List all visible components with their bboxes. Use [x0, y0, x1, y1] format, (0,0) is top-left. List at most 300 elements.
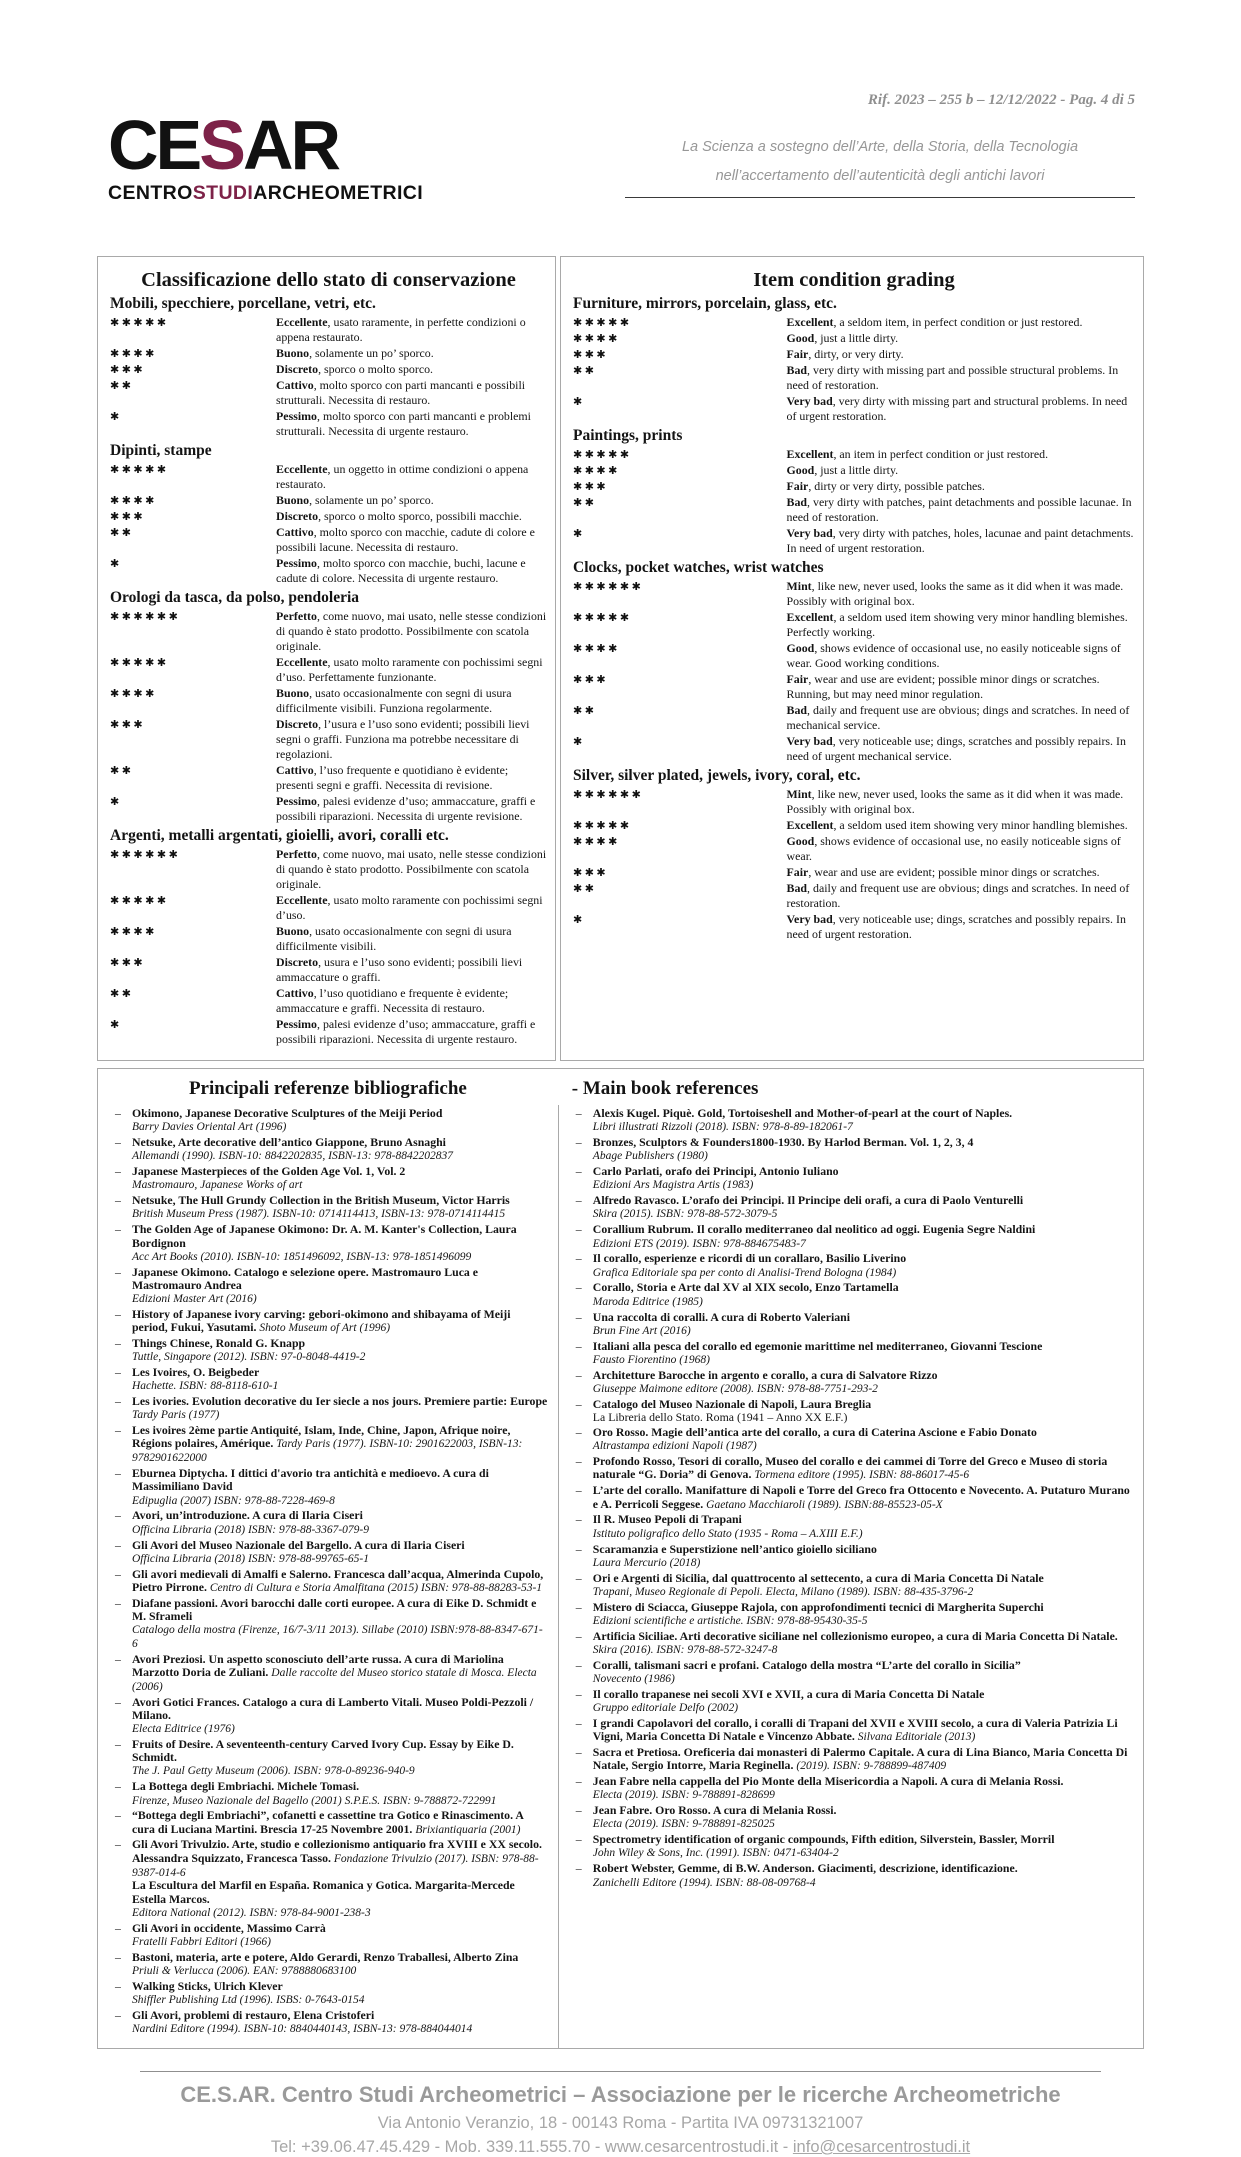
- grading-row: [573, 479, 1135, 494]
- grading-term: Cattivo: [276, 378, 314, 392]
- grading-description: [276, 509, 547, 524]
- bib-item-dash: –: [575, 1512, 582, 1527]
- grading-term: Good: [786, 331, 815, 345]
- star-rating: ✱: [573, 527, 585, 540]
- logo-sub-accent: STUDI: [192, 182, 254, 204]
- bib-item: [567, 1804, 1135, 1831]
- grading-row: [110, 893, 547, 923]
- bib-item: [106, 1951, 550, 1978]
- grading-row: [110, 763, 547, 793]
- grading-term: Cattivo: [276, 525, 314, 539]
- grading-description: [787, 734, 1135, 764]
- star-rating: ✱: [110, 1018, 122, 1031]
- grading-row: [110, 378, 547, 408]
- bib-item-segment: Edizioni scientifiche e artistiche. ISBN: 978-88-95430-35-5: [592, 1614, 868, 1627]
- bib-item-text: [132, 1809, 550, 1836]
- bib-item-segment: Catalogo del Museo Nazionale di Napoli, Laura Breglia: [592, 1396, 872, 1411]
- bib-item: [106, 1223, 550, 1263]
- bib-item-segment: Laura Mercurio (2018): [592, 1556, 701, 1569]
- bib-item-text: [132, 1509, 550, 1536]
- bib-item: [106, 1809, 550, 1836]
- bib-item-segment: Gli avori medievali di Amalfi e Salerno. Francesca dall’acqua, Almerinda Cupolo, Pietro Pirrone.: [132, 1566, 544, 1594]
- grading-description: [787, 881, 1135, 911]
- bib-item-dash: –: [575, 1861, 582, 1876]
- bib-item-dash: –: [115, 1306, 121, 1321]
- bib-item-segment: History of Japanese ivory carving: gebori-okimono and shibayama of Meiji period, Fukui, Yasutami.: [132, 1306, 511, 1335]
- email-link[interactable]: info@cesarcentrostudi.it: [792, 2138, 971, 2157]
- star-rating: ✱✱: [573, 496, 597, 509]
- bib-item: [567, 1513, 1135, 1540]
- bib-item: [567, 1630, 1135, 1657]
- grading-description: [787, 641, 1135, 671]
- tagline-2: nell’accertamento dell’autenticità degli antichi lavori: [715, 168, 1045, 184]
- bib-item-text: [132, 1951, 550, 1978]
- star-rating: ✱✱✱✱✱: [573, 611, 632, 624]
- bib-item-segment: Fondazione Trivulzio (2017). ISBN: 978-88-9387-014-6: [132, 1852, 539, 1879]
- bib-item: [567, 1862, 1135, 1889]
- bib-item: [106, 1922, 550, 1949]
- bib-item-dash: –: [115, 1423, 121, 1438]
- bib-item-text: [593, 1833, 1135, 1860]
- bib-item-text: [132, 1980, 550, 2007]
- bib-item-segment: Les ivories. Evolution decorative du Ier siecle a nos jours. Premiere partie: Europe: [132, 1394, 548, 1409]
- grading-text: , molto sporco con macchie, buchi, lacune e cadute di colore. Necessita di urgente restauro.: [276, 556, 526, 585]
- star-rating: ✱✱✱✱: [573, 835, 620, 848]
- header-divider: [625, 197, 1135, 198]
- star-rating: ✱✱✱: [573, 866, 609, 879]
- bib-item-segment: L’arte del corallo. Manifatture di Napoli e Torre del Greco fra Ottocento e Novecento. A. Putaturo Murano e A. Perricoli Seggese.: [592, 1483, 1130, 1511]
- bib-item-segment: Novecento (1986): [592, 1673, 675, 1686]
- grading-row: [110, 315, 547, 345]
- star-rating: ✱✱✱✱: [110, 687, 157, 700]
- bib-item-segment: “Bottega degli Embriachi”, cofanetti e cassettine tra Gotico e Rinascimento. A cura di Luciana Martini. Brescia 17-25 Novembre 2001.: [132, 1808, 524, 1836]
- bib-item-segment: Istituto poligrafico dello Stato (1935 - Roma – A.XIII E.F.): [592, 1527, 863, 1540]
- bib-item-segment: Edipuglia (2007) ISBN: 978-88-7228-469-8: [132, 1494, 335, 1507]
- bib-item-segment: Barry Davies Oriental Art (1996): [132, 1121, 287, 1134]
- bib-item-dash: –: [575, 1396, 582, 1411]
- bib-item-segment: Coralli, talismani sacri e profani. Catalogo della mostra “L’arte del corallo in Sicilia”: [592, 1657, 1021, 1672]
- bib-item-text: [132, 1136, 550, 1163]
- bib-item-segment: Scaramanzia e Superstizione nell’antico gioiello siciliano: [592, 1541, 877, 1556]
- grading-description: [276, 847, 547, 892]
- grading-row: [110, 686, 547, 716]
- bib-item: [567, 1717, 1135, 1744]
- star-rating: ✱✱✱: [573, 480, 609, 493]
- grading-text: , dirty, or very dirty.: [808, 347, 904, 361]
- grading-description: [276, 362, 547, 377]
- bib-item-dash: –: [575, 1774, 582, 1789]
- bib-item: [567, 1369, 1135, 1396]
- grading-text: , usato occasionalmente con segni di usura difficilmente visibili. Funziona regolarmente.: [276, 686, 512, 715]
- grading-description: [787, 447, 1135, 462]
- logo-sub-part: ARCHEOMETRICI: [253, 182, 424, 204]
- grading-description: [787, 834, 1135, 864]
- bib-item-segment: Bronzes, Sculptors & Founders1800-1930. By Harlod Berman. Vol. 1, 2, 3, 4: [592, 1135, 974, 1150]
- grading-text: , very dirty with missing part and possible structural problems. In need of restoration.: [786, 363, 1119, 392]
- bib-item-text: [593, 1369, 1135, 1396]
- grading-row: [573, 610, 1135, 640]
- bib-item-dash: –: [575, 1803, 582, 1818]
- grading-sections-english: [573, 295, 1135, 942]
- bib-item: [567, 1601, 1135, 1628]
- bib-item: [106, 1308, 550, 1335]
- grading-section-heading: Dipinti, stampe: [110, 442, 212, 459]
- bib-item-dash: –: [115, 1466, 121, 1481]
- star-rating: ✱✱: [573, 704, 597, 717]
- grading-row: [110, 655, 547, 685]
- bib-item-segment: Maroda Editrice (1985): [592, 1295, 703, 1308]
- bib-item-text: [132, 1780, 550, 1807]
- bib-item-segment: Edizioni Master Art (2016): [132, 1293, 257, 1305]
- grading-text: , molto sporco con parti mancanti e problemi strutturali. Necessita di urgente restauro.: [276, 409, 531, 438]
- star-rating: ✱: [573, 913, 585, 926]
- bib-item-segment: Fratelli Fabbri Editori (1966): [132, 1935, 271, 1948]
- bib-item-text: [132, 1597, 550, 1651]
- grading-text: , come nuovo, mai usato, nelle stesse condizioni di quando è stato prodotto. Possibilmente con scatola originale.: [276, 847, 547, 891]
- grading-term: Very bad: [786, 912, 833, 926]
- bib-item-segment: Gli Avori del Museo Nazionale del Bargello. A cura di Ilaria Ciseri: [132, 1537, 465, 1552]
- bib-item-dash: –: [575, 1570, 582, 1585]
- bib-item: [567, 1311, 1135, 1338]
- grading-text: , molto sporco con parti mancanti e possibili strutturali. Necessita di restauro.: [276, 378, 526, 407]
- star-rating: ✱✱✱✱: [573, 332, 620, 345]
- bib-item-dash: –: [575, 1222, 582, 1237]
- bib-item-dash: –: [575, 1628, 582, 1643]
- bib-item-text: [593, 1223, 1135, 1250]
- grading-row: [573, 641, 1135, 671]
- bibliography-column-right: [558, 1105, 1143, 2048]
- bibliography-columns: [98, 1105, 1143, 2048]
- grading-row: [110, 1017, 547, 1047]
- grading-box-italian: [97, 256, 556, 1061]
- grading-term: Pessimo: [276, 556, 317, 570]
- grading-row: [110, 847, 547, 892]
- bib-item: [106, 1366, 550, 1393]
- bib-item: [567, 1136, 1135, 1163]
- grading-row: [110, 525, 547, 555]
- bib-item-segment: Bastoni, materia, arte e potere, Aldo Gerardi, Renzo Traballesi, Alberto Zina: [132, 1949, 519, 1964]
- bib-item: [106, 1107, 550, 1134]
- grading-text: , solamente un po’ sporco.: [309, 493, 434, 507]
- grading-row: [110, 346, 547, 361]
- grading-text: , shows evidence of occasional use, no easily noticeable signs of wear.: [786, 834, 1121, 863]
- bib-item-segment: Tardy Paris (1977). ISBN-10: 2901622003, ISBN-13: 9782901622000: [132, 1438, 523, 1465]
- grading-term: Buono: [276, 686, 310, 700]
- grading-box-english: [560, 256, 1144, 1061]
- bib-item-dash: –: [575, 1657, 582, 1672]
- grading-title-italian: Classificazione dello stato di conservazione: [141, 269, 516, 291]
- bib-item-text: [132, 2009, 550, 2036]
- bib-item: [106, 1539, 550, 1566]
- bib-item-text: [593, 1862, 1135, 1889]
- bib-item-segment: Silvana Editoriale (2013): [857, 1731, 976, 1744]
- bib-item-dash: –: [115, 1808, 121, 1823]
- star-rating: ✱✱✱✱✱: [573, 316, 632, 329]
- star-rating: ✱✱✱✱✱✱: [110, 848, 181, 861]
- bib-item-segment: The J. Paul Getty Museum (2006). ISBN: 978-0-89236-940-9: [132, 1765, 415, 1778]
- grading-term: Excellent: [786, 818, 834, 832]
- grading-description: [276, 315, 547, 345]
- star-rating: ✱✱✱: [110, 956, 146, 969]
- grading-row: [110, 462, 547, 492]
- bib-item-segment: Fausto Fiorentino (1968): [592, 1353, 710, 1366]
- star-rating: ✱: [110, 557, 122, 570]
- grading-term: Discreto: [276, 717, 319, 731]
- grading-description: [787, 495, 1135, 525]
- grading-description: [787, 579, 1135, 609]
- grading-description: [276, 955, 547, 985]
- grading-description: [276, 493, 547, 508]
- bib-item-segment: Gli Avori in occidente, Massimo Carrà: [132, 1920, 326, 1935]
- bib-item-segment: Il R. Museo Pepoli di Trapani: [592, 1512, 742, 1527]
- grading-text: , wear and use are evident; possible minor dings or scratches. Running, but may need minor regulation.: [786, 672, 1100, 701]
- bib-item-segment: Jean Fabre. Oro Rosso. A cura di Melania Rossi.: [592, 1803, 837, 1818]
- grading-row: [110, 493, 547, 508]
- reference-line: Rif. 2023 – 255 b – 12/12/2022 - Pag. 4 di 5: [867, 92, 1135, 108]
- grading-text: , like new, never used, looks the same as it did when it was made. Possibly with original box.: [786, 787, 1124, 816]
- bib-item-segment: Avori Preziosi. Un aspetto sconosciuto dell’arte russa. A cura di Mariolina Marzotto Doria de Zuliani.: [132, 1651, 504, 1680]
- star-rating: ✱✱✱✱✱: [110, 316, 169, 329]
- bib-item-text: [132, 1696, 550, 1736]
- grading-description: [276, 1017, 547, 1047]
- bib-item-text: [593, 1426, 1135, 1453]
- logo-subtitle: [108, 182, 423, 205]
- bib-item-segment: Brun Fine Art (2016): [592, 1324, 691, 1337]
- star-rating: ✱✱✱✱✱: [110, 656, 169, 669]
- bib-item: [106, 1467, 550, 1507]
- logo-word-accent: S: [199, 106, 243, 184]
- footer-org-name: CE.S.AR. Centro Studi Archeometrici – Associazione per le ricerche Archeometriche: [180, 2082, 1061, 2108]
- bib-item: [106, 2009, 550, 2036]
- bib-item-segment: Gruppo editoriale Delfo (2002): [592, 1702, 739, 1715]
- grading-description: [276, 462, 547, 492]
- bib-item-text: [132, 1738, 550, 1778]
- star-rating: ✱✱✱✱✱✱: [573, 788, 644, 801]
- grading-term: Discreto: [276, 509, 319, 523]
- bib-item-segment: Okimono, Japanese Decorative Sculptures of the Meiji Period: [132, 1106, 443, 1120]
- grading-term: Fair: [786, 347, 809, 361]
- grading-description: [276, 986, 547, 1016]
- bib-item-dash: –: [115, 1595, 121, 1610]
- grading-term: Cattivo: [276, 763, 314, 777]
- bib-item-dash: –: [115, 1106, 121, 1120]
- bib-item: [567, 1165, 1135, 1192]
- logo-word-part: CE: [108, 106, 200, 184]
- bib-item: [106, 1337, 550, 1364]
- bib-item-dash: –: [115, 1264, 121, 1279]
- grading-term: Buono: [276, 346, 310, 360]
- bib-item-dash: –: [575, 1541, 582, 1556]
- bib-item: [106, 1194, 550, 1221]
- bibliography-section: [97, 1068, 1144, 2049]
- grading-text: , sporco o molto sporco, possibili macchie.: [318, 509, 522, 523]
- bib-item-segment: Diafane passioni. Avori barocchi dalle corti europee. A cura di Eike D. Schmidt e M. Sframeli: [132, 1595, 537, 1623]
- bib-item-dash: –: [575, 1454, 582, 1469]
- bibliography-title-english: - Main book references: [571, 1078, 759, 1099]
- grading-term: Good: [786, 463, 815, 477]
- bib-item-text: [593, 1398, 1135, 1424]
- bib-item: [567, 1281, 1135, 1308]
- footer-address: Via Antonio Veranzio, 18 - 00143 Roma - Partita IVA 09731321007: [377, 2114, 864, 2133]
- grading-text: , daily and frequent use are obvious; dings and scratches. In need of mechanical service.: [786, 703, 1130, 732]
- bib-item-text: [132, 1467, 550, 1507]
- page-footer: [0, 2071, 1241, 2157]
- grading-term: Buono: [276, 924, 310, 938]
- grading-section-heading: Argenti, metalli argentati, gioielli, avori, coralli etc.: [110, 827, 449, 844]
- bib-item-text: [593, 1340, 1135, 1367]
- grading-description: [787, 787, 1135, 817]
- bib-item-segment: Electa Editrice (1976): [132, 1723, 235, 1736]
- grading-term: Pessimo: [276, 794, 317, 808]
- star-rating: ✱✱✱✱✱✱: [573, 580, 644, 593]
- grading-description: [787, 865, 1135, 880]
- star-rating: ✱✱✱✱: [110, 494, 157, 507]
- bib-item-text: [593, 1455, 1135, 1482]
- bib-item: [106, 1424, 550, 1465]
- bib-item-segment: La Libreria dello Stato. Roma (1941 – Anno XX E.F.): [592, 1409, 848, 1424]
- grading-term: Very bad: [786, 526, 833, 540]
- grading-description: [787, 703, 1135, 733]
- bib-item-segment: Netsuke, The Hull Grundy Collection in the British Museum, Victor Harris: [132, 1193, 510, 1208]
- bib-item-text: [593, 1252, 1135, 1279]
- bib-item-segment: John Wiley & Sons, Inc. (1991). ISBN: 0471-63404-2: [592, 1847, 839, 1860]
- grading-text: , like new, never used, looks the same as it did when it was made. Possibly with original box.: [786, 579, 1124, 608]
- bib-item-text: [593, 1572, 1135, 1599]
- grading-description: [276, 924, 547, 954]
- bib-item: [106, 1780, 550, 1807]
- logo-word-part: AR: [242, 106, 339, 184]
- bib-item-dash: –: [115, 1394, 121, 1409]
- grading-text: , usato molto raramente con pochissimi segni d’uso.: [276, 893, 543, 922]
- star-rating: ✱✱: [110, 526, 134, 539]
- grading-row: [573, 818, 1135, 833]
- grading-row: [573, 347, 1135, 362]
- bib-item-segment: Mistero di Sciacca, Giuseppe Rajola, con approfondimenti tecnici di Margherita Superchi: [592, 1599, 1044, 1614]
- bib-item-dash: –: [575, 1367, 582, 1382]
- grading-term: Pessimo: [276, 1017, 317, 1031]
- bib-item-segment: Japanese Masterpieces of the Golden Age Vol. 1, Vol. 2: [132, 1164, 406, 1179]
- grading-term: Bad: [786, 703, 808, 717]
- bib-item-segment: La Bottega degli Embriachi. Michele Tomasi.: [132, 1779, 360, 1794]
- bib-item-segment: Skira (2015). ISBN: 978-88-572-3079-5: [592, 1208, 778, 1221]
- bib-item-dash: –: [575, 1280, 582, 1295]
- grading-term: Bad: [786, 495, 808, 509]
- bib-item-text: [132, 1539, 550, 1566]
- grading-text: , l’usura e l’uso sono evidenti; possibili lievi segni o graffi. Funziona ma potrebbe necessitare di regolazioni.: [276, 717, 530, 761]
- grading-text: , molto sporco con macchie, cadute di colore e possibili lacune. Necessita di restauro.: [276, 525, 535, 554]
- bib-item: [567, 1398, 1135, 1424]
- grading-section-heading: Clocks, pocket watches, wrist watches: [573, 559, 824, 576]
- grading-term: Pessimo: [276, 409, 317, 423]
- bib-item-dash: –: [575, 1309, 582, 1324]
- bib-item-dash: –: [115, 1193, 121, 1208]
- footer-contacts: [0, 2138, 1241, 2157]
- bib-item-dash: –: [115, 1694, 121, 1709]
- bib-item-dash: –: [115, 1837, 121, 1852]
- grading-text: , very dirty with patches, holes, lacunae and paint detachments. In need of urgent restoration.: [786, 526, 1134, 555]
- bib-item-dash: –: [115, 2007, 121, 2022]
- star-rating: ✱✱✱✱✱: [573, 448, 632, 461]
- bib-item-segment: Alexis Kugel. Piquè. Gold, Tortoiseshell and Mother-of-pearl at the court of Naples.: [592, 1106, 1013, 1120]
- condition-grading-section: [97, 256, 1144, 1061]
- grading-description: [787, 818, 1135, 833]
- bib-item-text: [132, 1308, 550, 1335]
- bib-item-segment: La Escultura del Marfil en España. Romanica y Gotica. Margarita-Mercede Estella Marcos.: [132, 1878, 515, 1906]
- grading-term: Eccellente: [276, 655, 328, 669]
- bib-item-segment: Libri illustrati Rizzoli (2018). ISBN: 978-8-89-182061-7: [592, 1121, 853, 1134]
- bib-item-dash: –: [115, 1537, 121, 1552]
- bib-item-segment: Editora National (2012). ISBN: 978-84-9001-238-3: [132, 1906, 371, 1919]
- bib-item-text: [593, 1804, 1135, 1831]
- star-rating: ✱✱✱✱: [110, 925, 157, 938]
- bib-item-text: [593, 1484, 1135, 1511]
- grading-description: [276, 717, 547, 762]
- bib-item-text: [593, 1107, 1135, 1134]
- bib-item-segment: Carlo Parlati, orafo dei Principi, Antonio Iuliano: [592, 1164, 839, 1179]
- bib-item-segment: Ori e Argenti di Sicilia, dal quattrocento al settecento, a cura di Maria Concetta Di Natale: [592, 1570, 1044, 1585]
- grading-description: [276, 655, 547, 685]
- bib-item: [567, 1252, 1135, 1279]
- grading-text: , shows evidence of occasional use, no easily noticeable signs of wear. Good working conditions.: [786, 641, 1121, 670]
- bib-item-text: [593, 1194, 1135, 1221]
- grading-description: [276, 686, 547, 716]
- grading-text: , sporco o molto sporco.: [318, 362, 434, 376]
- bib-item-segment: Artificia Siciliae. Arti decorative siciliane nel collezionismo europeo, a cura di Maria Concetta Di Natale.: [592, 1628, 1118, 1643]
- star-rating: ✱✱✱: [110, 363, 146, 376]
- bib-item-dash: –: [575, 1686, 582, 1701]
- bib-item-dash: –: [115, 1508, 121, 1523]
- grading-row: [573, 672, 1135, 702]
- grading-row: [110, 509, 547, 524]
- cesar-logo: [108, 106, 424, 205]
- bib-item: [106, 1136, 550, 1163]
- bib-item-segment: Shiffler Publishing Ltd (1996). ISBS: 0-7643-0154: [132, 1994, 365, 2007]
- grading-description: [787, 672, 1135, 702]
- grading-description: [787, 394, 1135, 424]
- grading-text: , come nuovo, mai usato, nelle stesse condizioni di quando è stato prodotto. Possibilmente con scatola originale.: [276, 609, 547, 653]
- grading-text: , a seldom used item showing very minor handling blemishes.: [833, 818, 1128, 832]
- bib-item-text: [132, 1395, 550, 1422]
- bib-item-segment: Altrastampa edizioni Napoli (1987): [592, 1440, 757, 1453]
- grading-row: [110, 955, 547, 985]
- bib-item-segment: Things Chinese, Ronald G. Knapp: [132, 1335, 306, 1350]
- grading-description: [787, 912, 1135, 942]
- bib-item-segment: Giuseppe Maimone editore (2008). ISBN: 978-88-7751-293-2: [592, 1382, 878, 1395]
- bib-item: [567, 1426, 1135, 1453]
- bib-item-text: [593, 1513, 1135, 1540]
- bib-item-segment: Firenze, Museo Nazionale del Bagello (2001) S.P.E.S. ISBN: 9-788872-722991: [132, 1794, 497, 1807]
- bib-item-segment: Japanese Okimono. Catalogo e selezione opere. Mastromauro Luca e Mastromauro Andrea: [132, 1264, 479, 1292]
- bib-item-text: [132, 1266, 550, 1306]
- grading-text: , l’uso quotidiano e frequente è evidente; ammaccature e graffi. Necessita di restauro.: [276, 986, 509, 1015]
- bib-item-dash: –: [115, 1949, 121, 1964]
- bib-item: [567, 1775, 1135, 1802]
- bib-item-dash: –: [115, 1566, 121, 1581]
- bib-item-text: [132, 1922, 550, 1949]
- bib-item-text: [132, 1165, 550, 1192]
- grading-row: [110, 717, 547, 762]
- grading-term: Excellent: [786, 610, 834, 624]
- bibliography-title-italian: Principali referenze bibliografiche: [188, 1078, 467, 1099]
- bib-item-segment: Catalogo della mostra (Firenze, 16/7-3/11 2013). Sillabe (2010) ISBN:978-88-8347-671-6: [132, 1624, 543, 1650]
- grading-section-heading: Mobili, specchiere, porcellane, vetri, etc.: [110, 295, 376, 312]
- bib-item-dash: –: [115, 1365, 121, 1380]
- grading-term: Excellent: [786, 315, 834, 329]
- grading-term: Fair: [786, 865, 809, 879]
- star-rating: ✱: [573, 735, 585, 748]
- bib-item: [106, 1266, 550, 1306]
- bib-item: [106, 1597, 550, 1651]
